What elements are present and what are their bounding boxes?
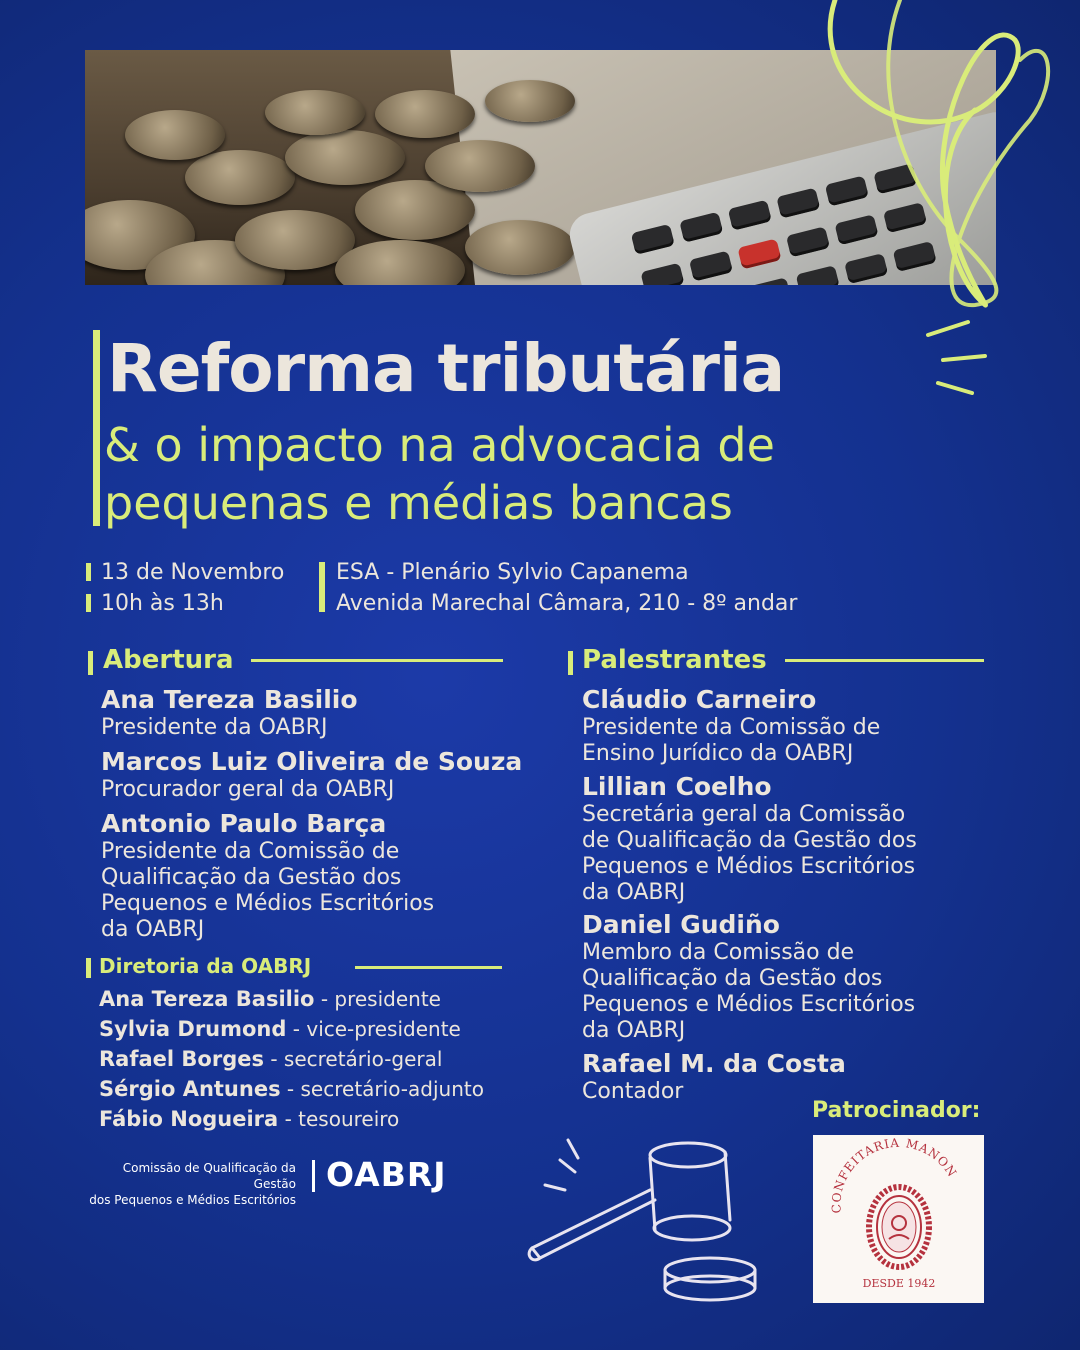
- diretoria-row-4: Sérgio Antunes - secretário-adjunto: [99, 1077, 484, 1101]
- diretoria-row-2: Sylvia Drumond - vice-presidente: [99, 1017, 461, 1041]
- event-date: [86, 558, 284, 588]
- abertura-person-3: Antonio Paulo Barça Presidente da Comissão de Qualificação da Gestão dos Pequenos e Médios Escritórios da OABRJ: [101, 809, 435, 942]
- sponsor-logo: [813, 1135, 984, 1303]
- gavel-icon: [520, 1130, 780, 1310]
- title-subtitle: [104, 416, 775, 532]
- event-date-text: 13 de Novembro: [101, 560, 285, 585]
- oabrj-logo: OABRJ: [326, 1155, 447, 1194]
- title-main: Reforma tributária: [107, 330, 785, 407]
- palestrante-4: Rafael M. da Costa Contador: [582, 1049, 846, 1104]
- abertura-line: [251, 659, 503, 662]
- title-subtitle-line1: & o impacto na advocacia de: [104, 418, 775, 472]
- abertura-person-1: Ana Tereza Basilio Presidente da OABRJ: [101, 685, 358, 740]
- sponsor-logo-bottom-text: DESDE 1942: [862, 1277, 936, 1290]
- diretoria-row-3: Rafael Borges - secretário-geral: [99, 1047, 443, 1071]
- palestrante-1: Cláudio Carneiro Presidente da Comissão de Ensino Jurídico da OABRJ: [582, 685, 881, 766]
- event-address: Avenida Marechal Câmara, 210 - 8º andar: [336, 591, 798, 616]
- palestrantes-heading: Palestrantes: [582, 645, 767, 675]
- footer-divider: [312, 1160, 315, 1192]
- abertura-heading: Abertura: [103, 645, 234, 675]
- event-venue: ESA - Plenário Sylvio Capanema: [336, 560, 689, 585]
- event-time: [86, 589, 224, 619]
- event-time-text: 10h às 13h: [101, 591, 224, 616]
- title-subtitle-line2: pequenas e médias bancas: [104, 476, 733, 530]
- diretoria-line: [355, 966, 502, 969]
- sponsor-label: Patrocinador:: [812, 1098, 981, 1123]
- abertura-person-2: Marcos Luiz Oliveira de Souza Procurador geral da OABRJ: [101, 747, 523, 802]
- info-divider: [319, 562, 325, 612]
- palestrantes-line: [785, 659, 984, 662]
- diretoria-row-1: Ana Tereza Basilio - presidente: [99, 987, 441, 1011]
- svg-text:CONFEITARIA MANON: [829, 1136, 959, 1214]
- commission-name: Comissão de Qualificação da Gestão dos Pequenos e Médios Escritórios: [89, 1161, 296, 1207]
- diretoria-row-5: Fábio Nogueira - tesoureiro: [99, 1107, 400, 1131]
- sponsor-logo-top-text: CONFEITARIA MANON: [829, 1135, 960, 1214]
- header-photo: [85, 50, 996, 285]
- title-accent-bar: [93, 330, 100, 526]
- palestrante-3: Daniel Gudiño Membro da Comissão de Qualificação da Gestão dos Pequenos e Médios Escritórios da OABRJ: [582, 910, 916, 1043]
- palestrante-2: Lillian Coelho Secretária geral da Comissão de Qualificação da Gestão dos Pequenos e Médios Escritórios da OABRJ: [582, 772, 917, 905]
- diretoria-heading: Diretoria da OABRJ: [99, 954, 312, 978]
